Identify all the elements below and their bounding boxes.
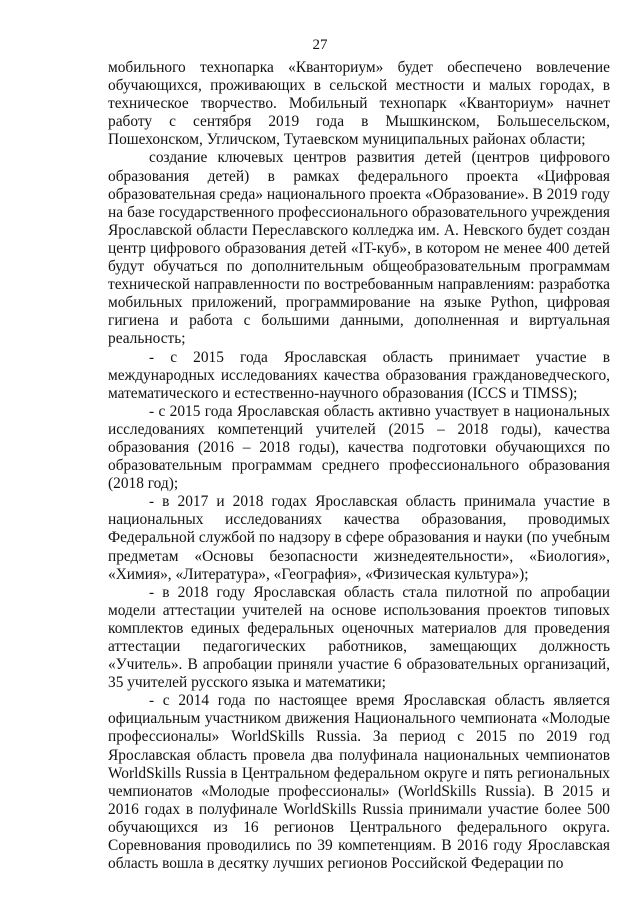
paragraph-national-studies-teachers: - с 2015 года Ярославская область активно участвует в национальных исследованиях компетенций учителей (2015 – 2018 годы), качества образования (2016 – 2018 годы), качества подготовки обучающихся по образовательным программам среднего профессионального образования (2018 год); bbox=[108, 402, 610, 493]
page-number: 27 bbox=[312, 37, 328, 53]
paragraph-it-cube: создание ключевых центров развития детей (центров цифрового образования детей) в рамках федерального проекта «Цифровая образовательная среда» национального проекта «Образование». В 2019 году на базе государственного профессионального образовательного учреждения Ярославской области Переславского колледжа им. А. Невского будет создан центр цифрового образования детей «IT-куб», в котором не менее 400 детей будут обучаться по дополнительным общеобразовательным программам технической направленности по востребованным направлениям: разработка мобильных приложений, программирование на языке Python, цифровая гигиена и работа с большими данными, дополненная и виртуальная реальность; bbox=[108, 149, 610, 348]
paragraph-national-studies-quality: - в 2017 и 2018 годах Ярославская область принимала участие в национальных исследованиях качества образования, проводимых Федеральной службой по надзору в сфере образования и науки (по учебным предметам «Основы безопасности жизнедеятельности», «Биология», «Химия», «Литература», «География», «Физическая культура»); bbox=[108, 493, 610, 583]
paragraph-kvantorium-continuation: мобильного технопарка «Кванториум» будет обеспечено вовлечение обучающихся, проживающих в сельской местности и малых городах, в техническое творчество. Мобильный технопарк «Кванториум» начнет работу с сентября 2019 года в Мышкинском, Большесельском, Пошехонском, Угличском, Тутаевском муниципальных районах области; bbox=[108, 59, 610, 149]
body-text bbox=[108, 59, 610, 873]
paragraph-worldskills: - с 2014 года по настоящее время Ярославская область является официальным участником движения Национального чемпионата «Молодые профессионалы» WorldSkills Russia. За период с 2015 по 2019 год Ярославская область провела два полуфинала национальных чемпионатов WorldSkills Russia в Центральном федеральном округе и пять региональных чемпионатов «Молодые профессионалы» (WorldSkills Russia). В 2015 и 2016 годах в полуфинале WorldSkills Russia принимали участие более 500 обучающихся из 16 регионов Центрального федерального округа. Соревнования проводились по 39 компетенциям. В 2016 году Ярославская область вошла в десятку лучших регионов Российской Федерации по bbox=[108, 692, 610, 873]
paragraph-international-studies: - с 2015 года Ярославская область принимает участие в международных исследованиях качества образования граждановедческого, математического и естественно-научного образования (ICCS и TIMSS); bbox=[108, 348, 610, 402]
paragraph-teacher-attestation: - в 2018 году Ярославская область стала пилотной по апробации модели аттестации учителей на основе использования проектов типовых комплектов единых федеральных оценочных материалов для проведения аттестации педагогических работников, замещающих должность «Учитель». В апробации приняли участие 6 образовательных организаций, 35 учителей русского языка и математики; bbox=[108, 583, 610, 692]
